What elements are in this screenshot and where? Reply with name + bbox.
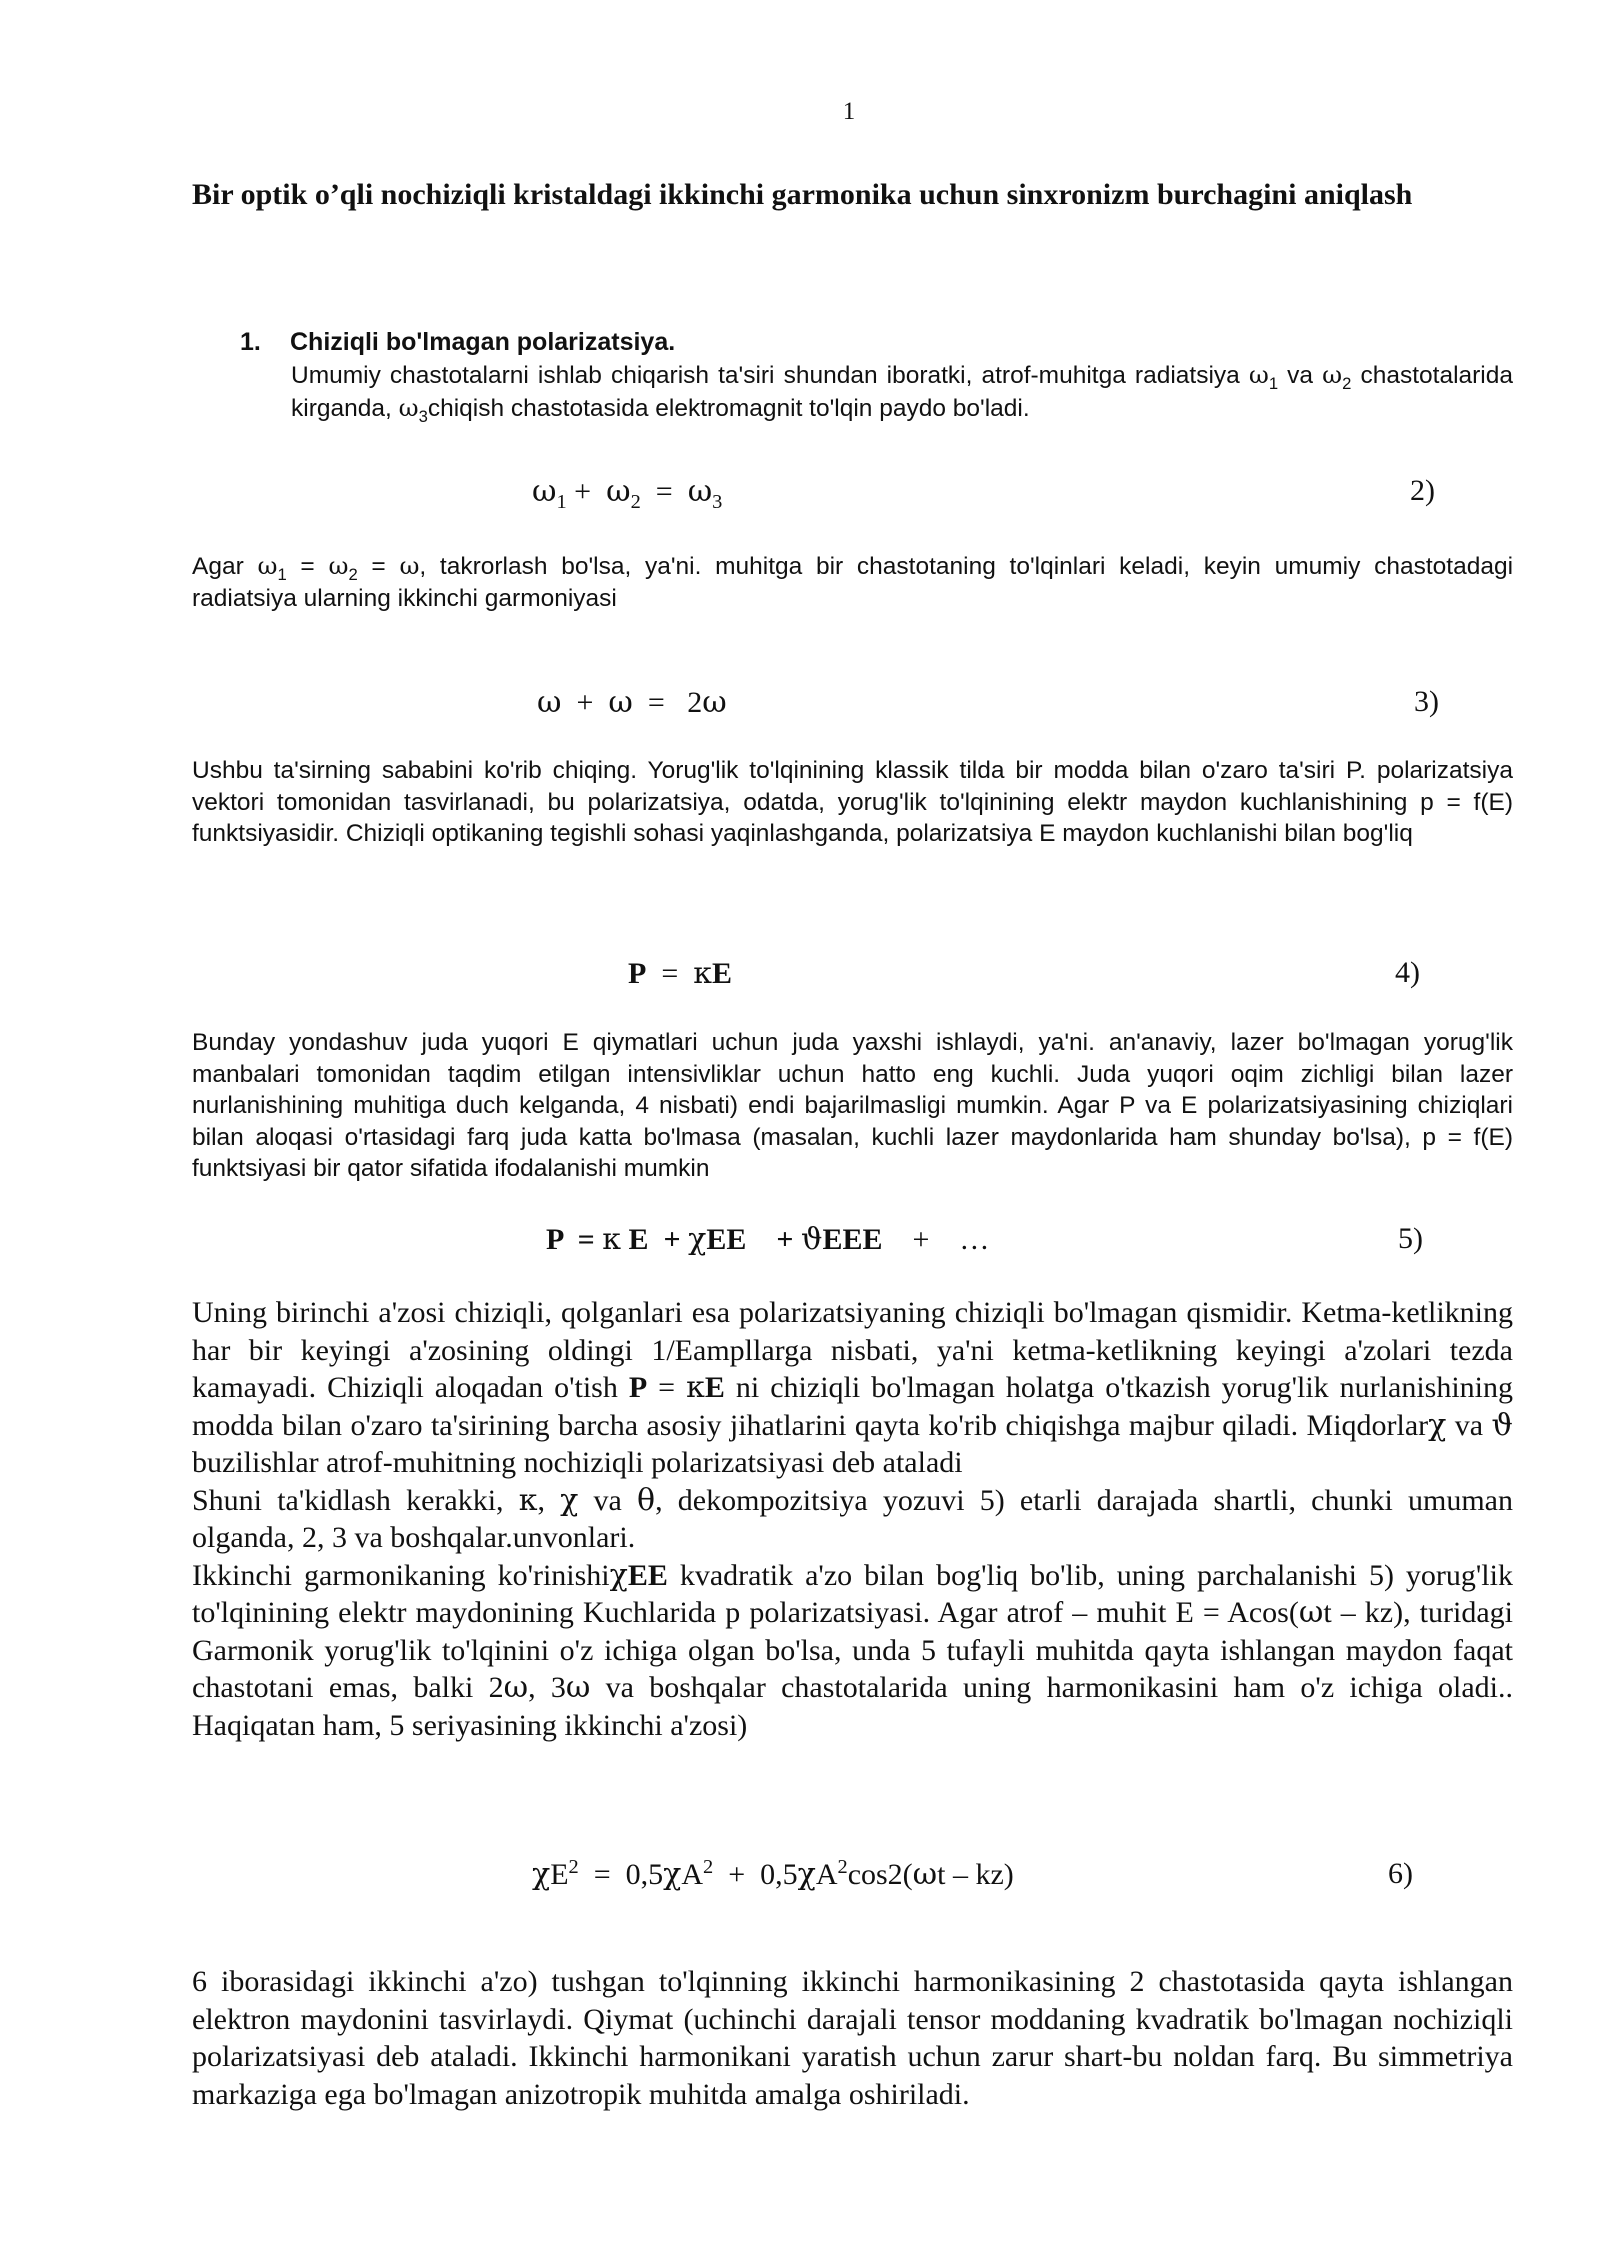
section-heading — [240, 328, 675, 357]
symbol-p: P — [628, 1371, 648, 1404]
text-run: Ikkinchi garmonikaning ko'rinishi — [192, 1558, 610, 1592]
operator: + — [746, 1223, 801, 1256]
kappa-symbol: κ — [686, 1370, 705, 1405]
symbol-ee: EE — [706, 1223, 747, 1256]
theta-symbol: ϑ — [1491, 1407, 1513, 1443]
paragraph-6: 6 iborasidagi ikkinchi a'zo) tushgan to'lqinning ikkinchi harmonikasining 2 chastotasida qayta ishlangan elektron maydonini tasvirlaydi. Qiymat (uchinchi darajali tensor moddaning kvadratik bo'lmagan nochiziqli polarizatsiyasi deb ataladi. Ikkinchi harmonikani yaratish uchun zarur shart-bu noldan farq. Bu simmetriya markaziga ega bo'lmagan anizotropik muhitda amalga oshiriladi. — [192, 1965, 1513, 2111]
theta-symbol: θ — [637, 1482, 656, 1518]
operator: + … — [882, 1223, 990, 1256]
subscript: 1 — [556, 491, 567, 513]
symbol-p: P — [546, 1223, 563, 1256]
equation-2 — [532, 474, 723, 513]
section-intro-paragraph — [291, 359, 1513, 424]
omega-symbol: ω — [503, 1670, 529, 1705]
kappa-symbol: κ — [693, 956, 712, 991]
superscript: 2 — [703, 1856, 714, 1878]
symbol-e: E — [621, 1223, 649, 1256]
equation-number: 5) — [1398, 1222, 1423, 1255]
text-run: ni chiziqli bo'lmagan holatga o'tkazish yorug'lik nurlanishining modda bilan o'zaro ta'sirining barcha asosiy jihatlarini qayta ko'rib chiqishga majbur qiladi. Miqdorlar — [192, 1371, 1513, 1442]
text-run: , takrorlash bo'lsa, ya'ni. muhitga bir chastotaning to'lqinlari keladi, keyin umumiy chastotadagi radiatsiya ularning ikkinchi garmoniyasi — [192, 553, 1514, 612]
page-number: 1 — [842, 98, 856, 125]
paragraph-bunday: Bunday yondashuv juda yuqori E qiymatlari uchun juda yaxshi ishlaydi, ya'ni. an'anaviy, lazer bo'lmagan yorug'lik manbalari tomonidan taqdim etilgan intensivliklar uchun hatto eng kuchli. Juda yuqori oqim zichligi bilan lazer nurlanishining muhitiga duch kelganda, 4 nisbati) endi bajarilmasligi mumkin. Agar P va E polarizatsiyasining chiziqlari bilan aloqasi o'rtasidagi farq juda katta bo'lmasa (masalan, kuchli lazer maydonlarida ham shunday bo'lsa), p = f(E) funktsiyasi bir qator sifatida ifodalanishi mumkin — [192, 1029, 1513, 1182]
symbol-eee: EEE — [822, 1223, 883, 1256]
equation-number: 3) — [1414, 685, 1439, 718]
chi-symbol: χ — [532, 1857, 551, 1892]
symbol-ee: EE — [627, 1558, 668, 1592]
operator: + — [561, 686, 609, 719]
paragraph-uning — [192, 1294, 1513, 1744]
operator: = 2 — [632, 686, 703, 719]
section-number: 1. — [240, 328, 261, 356]
operator: = — [646, 957, 694, 990]
symbol-a: A — [815, 1858, 838, 1891]
kappa-symbol: κ — [518, 1482, 538, 1518]
chi-symbol: χ — [663, 1857, 682, 1892]
chi-symbol: χ — [688, 1222, 707, 1257]
text-run: cos2( — [847, 1858, 913, 1891]
operator: = 0,5 — [578, 1858, 664, 1891]
omega-symbol: ω — [912, 1857, 938, 1892]
text-run: kvadratik a'zo bilan bog'liq bo'lib, uning parchalanishi 5) yorug'lik to'lqinining elektr maydonining Kuchlarida p polarizatsiyasi. Agar atrof – muhit E = Acos( — [192, 1558, 1513, 1629]
omega-symbol: ω — [257, 551, 278, 580]
text-run: Agar — [192, 553, 258, 580]
chi-symbol: χ — [609, 1557, 628, 1593]
text-run: , — [537, 1483, 561, 1517]
omega-symbol: ω — [608, 685, 633, 720]
subscript: 2 — [1342, 373, 1352, 393]
text-run: va — [1446, 1408, 1492, 1442]
text-run: = — [647, 1371, 687, 1404]
superscript: 2 — [568, 1856, 579, 1878]
theta-symbol: ϑ — [800, 1222, 823, 1257]
omega-symbol: ω — [532, 474, 557, 509]
paragraph-ushbu: Ushbu ta'sirning sababini ko'rib chiqing. Yorug'lik to'lqinining klassik tilda bir modda bilan o'zaro ta'siri P. polarizatsiya vektori tomonidan tasvirlanadi, bu polarizatsiya, odatda, yorug'lik to'lqinining elektr maydon kuchlanishining p = f(E) funktsiyasidir. Chiziqli optikaning tegishli sohasi yaqinlashganda, polarizatsiya E maydon kuchlanishi bilan bog'liq — [192, 757, 1513, 847]
equation-number: 2) — [1410, 474, 1435, 507]
chi-symbol: χ — [560, 1482, 579, 1518]
subscript: 1 — [277, 564, 287, 584]
text-run: va — [1278, 362, 1323, 389]
symbol-a: A — [681, 1858, 703, 1891]
operator: + — [566, 475, 607, 508]
text-run: , dekompozitsiya yozuvi 5) etarli darajada shartli, chunki umuman olganda, 2, 3 va boshqalar.unvonlari. — [192, 1483, 1513, 1554]
subscript: 3 — [418, 406, 428, 426]
operator: + — [648, 1223, 689, 1256]
section-title: Chiziqli bo'lmagan polarizatsiya. — [290, 328, 676, 356]
text-run: = — [357, 553, 400, 580]
omega-symbol: ω — [565, 1670, 591, 1705]
chi-symbol: χ — [1428, 1407, 1447, 1443]
symbol-e: E — [550, 1858, 569, 1891]
subscript: 2 — [348, 564, 358, 584]
kappa-symbol: κ — [602, 1222, 622, 1257]
equation-5 — [546, 1222, 989, 1257]
subscript: 2 — [630, 491, 641, 513]
operator: + 0,5 — [713, 1858, 798, 1891]
text-run: = — [286, 553, 329, 580]
text-run: chastotalarida kirganda, — [291, 362, 1513, 422]
operator: = — [640, 475, 688, 508]
text-run: Uning birinchi a'zosi chiziqli, qolganlari esa polarizatsiyaning chiziqli bo'lmagan qismidir. Ketma-ketlikning har bir keyingi a'zosining oldingi 1/Eampllarga nisbati, ya'ni ketma-ketlikning keyingi a'zolari tezda kamayadi. Chiziqli aloqadan o'tish — [192, 1296, 1513, 1404]
text-run: buzilishlar atrof-muhitning nochiziqli polarizatsiyasi deb ataladi — [192, 1446, 963, 1479]
text-run: chiqish chastotasida elektromagnit to'lqin paydo bo'ladi. — [427, 394, 1030, 422]
omega-symbol: ω — [687, 474, 713, 509]
text-run: , 3 — [528, 1671, 566, 1704]
omega-symbol: ω — [398, 392, 419, 422]
page-title: Bir optik o’qli nochiziqli kristaldagi ikkinchi garmonika uchun sinxronizm burchagini aniqlash — [192, 178, 1413, 211]
subscript: 1 — [1268, 373, 1279, 393]
omega-symbol: ω — [1298, 1595, 1324, 1630]
omega-symbol: ω — [1248, 360, 1269, 389]
chi-symbol: χ — [797, 1857, 816, 1892]
equation-4 — [628, 956, 732, 991]
equation-number: 6) — [1388, 1857, 1413, 1890]
text-run: va — [578, 1483, 638, 1517]
text-run: Shuni ta'kidlash kerakki, — [192, 1483, 519, 1517]
omega-symbol: ω — [399, 551, 420, 580]
omega-symbol: ω — [702, 685, 727, 720]
text-run: Umumiy chastotalarni ishlab chiqarish ta'siri shundan iboratki, atrof-muhitga radiatsiya — [291, 362, 1249, 389]
subscript: 3 — [712, 491, 723, 513]
symbol-e: E — [712, 957, 733, 990]
text-run: va boshqalar chastotalarida uning harmonikasini ham o'z ichiga oladi.. Haqiqatan ham, 5 seriyasining ikkinchi a'zosi) — [192, 1671, 1513, 1742]
symbol-e: E — [704, 1371, 725, 1404]
equation-number: 4) — [1395, 956, 1420, 989]
equation-3 — [537, 685, 727, 720]
omega-symbol: ω — [328, 551, 349, 580]
equation-6 — [532, 1857, 1014, 1892]
omega-symbol: ω — [1322, 360, 1343, 389]
operator: = — [562, 1223, 603, 1256]
symbol-p: P — [628, 957, 647, 990]
text-run: t – kz), turidagi Garmonik yorug'lik to'lqinini o'z ichiga olgan bo'lsa, unda 5 tufayli muhitda qayta ishlangan maydon faqat chastotani emas, balki 2 — [192, 1596, 1513, 1704]
text-run: t – kz) — [937, 1858, 1014, 1891]
omega-symbol: ω — [606, 474, 631, 509]
paragraph-agar — [192, 550, 1513, 614]
superscript: 2 — [837, 1856, 848, 1878]
omega-symbol: ω — [537, 685, 562, 720]
